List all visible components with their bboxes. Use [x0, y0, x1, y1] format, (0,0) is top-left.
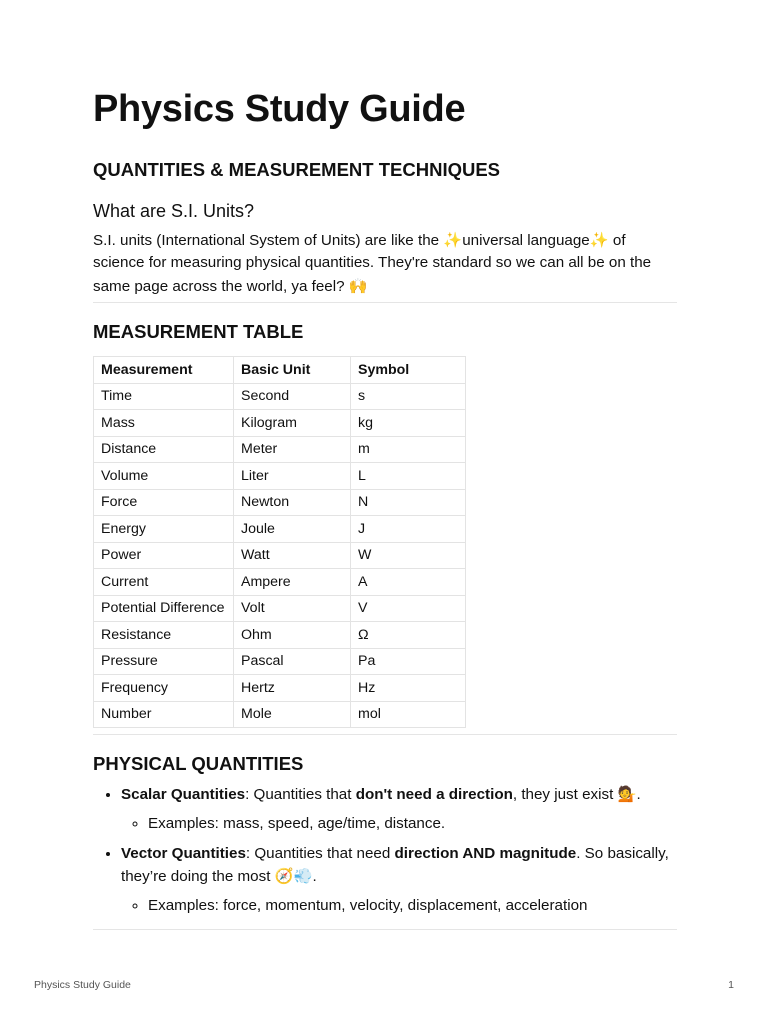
item-text: : Quantities that [245, 786, 356, 803]
quantities-list [93, 783, 705, 925]
table-cell: Mole [234, 701, 351, 728]
item-text: , they just exist [512, 786, 618, 803]
table-cell: J [351, 516, 466, 543]
table-row [94, 542, 466, 569]
term-scalar: Scalar Quantities [121, 786, 246, 803]
table-row [94, 383, 466, 410]
item-text: . So basically, they’re doing the most [121, 845, 669, 885]
table-cell: W [351, 542, 466, 569]
table-cell: Newton [234, 489, 351, 516]
para-text: universal language [462, 232, 590, 249]
si-units-paragraph [93, 229, 677, 298]
divider [93, 734, 677, 735]
table-cell: Liter [234, 463, 351, 490]
compass-dash-icon: 🧭💨 [274, 867, 313, 885]
example-item-vector: ◦ Examples: force, momentum, velocity, displacement, acceleration [148, 895, 705, 917]
table-cell: Force [94, 489, 234, 516]
table-cell: Second [234, 383, 351, 410]
person-tipping-hand-icon: 💁 [617, 785, 637, 803]
table-cell: Pascal [234, 648, 351, 675]
footer-title: Physics Study Guide [34, 979, 131, 991]
item-emphasis: direction AND magnitude [394, 845, 577, 862]
item-emphasis: don't need a direction [355, 786, 513, 803]
table-row [94, 701, 466, 728]
table-cell: Watt [234, 542, 351, 569]
table-body [94, 383, 466, 728]
table-row [94, 595, 466, 622]
sparkles-icon: ✨ [443, 231, 463, 249]
term-vector: Vector Quantities [121, 845, 246, 862]
table-cell: Energy [94, 516, 234, 543]
table-cell: s [351, 383, 466, 410]
table-cell: kg [351, 410, 466, 437]
sub-list [121, 813, 705, 835]
table-row [94, 436, 466, 463]
table-cell: Hz [351, 675, 466, 702]
table-row [94, 516, 466, 543]
item-text: . [636, 786, 641, 803]
section-heading-measurement-table: MEASUREMENT TABLE [93, 321, 304, 342]
section-heading-physical-quantities: PHYSICAL QUANTITIES [93, 753, 304, 774]
list-item-vector [121, 843, 705, 917]
item-text: : Quantities that need [245, 845, 395, 862]
measurement-table [93, 356, 466, 728]
table-cell: Kilogram [234, 410, 351, 437]
table-cell: mol [351, 701, 466, 728]
raising-hands-icon: 🙌 [348, 276, 368, 295]
table-cell: A [351, 569, 466, 596]
table-cell: Pressure [94, 648, 234, 675]
table-cell: L [351, 463, 466, 490]
table-cell: Distance [94, 436, 234, 463]
table-cell: Frequency [94, 675, 234, 702]
table-cell: Resistance [94, 622, 234, 649]
column-header: Basic Unit [234, 357, 351, 384]
table-row [94, 463, 466, 490]
table-row [94, 675, 466, 702]
para-text: of science for measuring physical quantities. They're standard so we can all be on the same page across the world, ya feel? [93, 232, 652, 295]
table-cell: Potential Difference [94, 595, 234, 622]
table-row [94, 569, 466, 596]
table-cell: Volt [234, 595, 351, 622]
table-cell: Meter [234, 436, 351, 463]
table-cell: V [351, 595, 466, 622]
table-row [94, 648, 466, 675]
divider [93, 929, 677, 930]
table-cell: N [351, 489, 466, 516]
table-cell: Ohm [234, 622, 351, 649]
item-text: . [312, 868, 317, 885]
column-header: Symbol [351, 357, 466, 384]
table-cell: Ω [351, 622, 466, 649]
page-title: Physics Study Guide [93, 88, 466, 130]
table-cell: Time [94, 383, 234, 410]
table-cell: Number [94, 701, 234, 728]
table-row [94, 410, 466, 437]
example-item-scalar: ◦ Examples: mass, speed, age/time, distance. [148, 813, 705, 835]
sparkles-icon: ✨ [589, 231, 609, 249]
section-heading-quantities: QUANTITIES & MEASUREMENT TECHNIQUES [93, 159, 501, 180]
sub-list [121, 895, 705, 917]
table-cell: m [351, 436, 466, 463]
table-cell: Power [94, 542, 234, 569]
table-cell: Mass [94, 410, 234, 437]
para-text: S.I. units (International System of Units) are like the [93, 232, 444, 249]
table-cell: Hertz [234, 675, 351, 702]
divider [93, 302, 677, 303]
table-row [94, 622, 466, 649]
table-cell: Current [94, 569, 234, 596]
table-cell: Pa [351, 648, 466, 675]
table-header-row [94, 357, 466, 384]
table-cell: Volume [94, 463, 234, 490]
table-row [94, 489, 466, 516]
column-header: Measurement [94, 357, 234, 384]
list-item-scalar [121, 783, 705, 835]
footer-page-number: 1 [728, 979, 734, 991]
subheading-si-units: What are S.I. Units? [93, 201, 255, 221]
table-cell: Ampere [234, 569, 351, 596]
table-cell: Joule [234, 516, 351, 543]
